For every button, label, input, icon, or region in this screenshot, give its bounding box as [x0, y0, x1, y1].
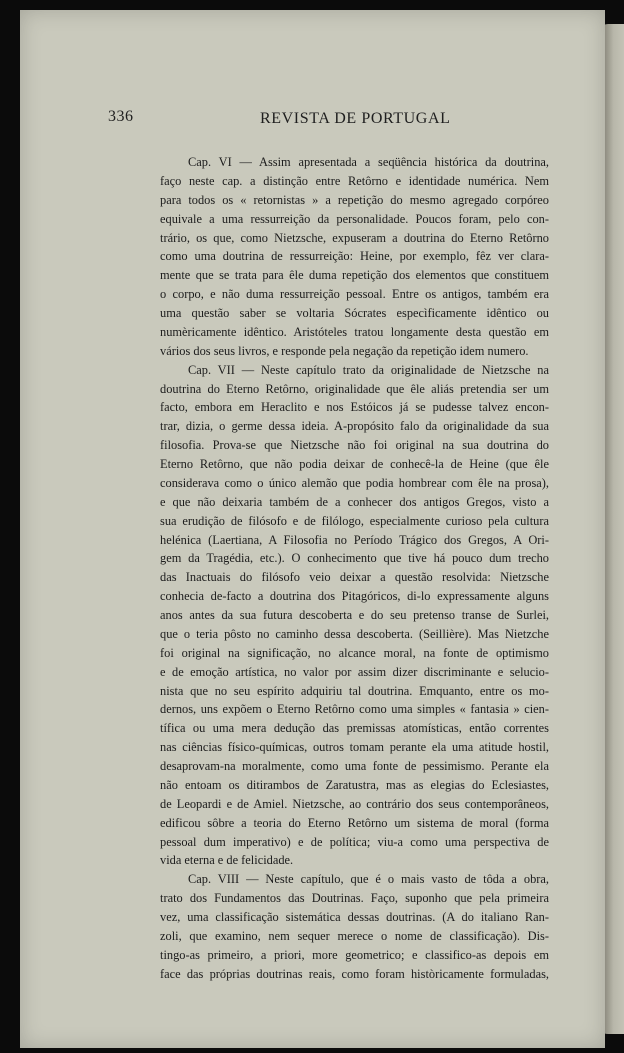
text-line: vida eterna e de felicidade.: [160, 853, 294, 868]
text-line: equivale a uma ressurreição da personalidade. Poucos foram, pelo con-: [160, 211, 549, 226]
text-line: face das próprias doutrinas reais, como foram històricamente formuladas,: [160, 966, 549, 981]
text-line: desaprovam-na moralmente, como uma fonte de pessimismo. Perante ela: [160, 759, 549, 773]
text-line: trar, dizia, o germe dessa ideia. A-propósito falo da originalidade da sua: [160, 419, 549, 434]
text-line: pessoal dum imperativo) e de política; viu-a como uma perspectiva de: [160, 834, 549, 849]
text-line: Cap. VI — Assim apresentada a seqüência histórica da doutrina,: [188, 155, 549, 169]
text-line: uma questão saber se voltaria Sócrates especìficamente idêntico ou: [160, 306, 549, 320]
text-line: faço neste cap. a distinção entre Retôrno e identidade numérica. Nem: [160, 173, 549, 188]
text-line: o corpo, e não duma ressurreição pessoal. Entre os antigos, também era: [160, 287, 549, 302]
text-line: filosofia. Prova-se que Nietzsche não foi original na sua doutrina do: [160, 438, 549, 453]
text-line: Cap. VIII — Neste capítulo, que é o mais vasto de tôda a obra,: [188, 872, 549, 887]
text-line: numèricamente idêntico. Aristóteles tratou longamente desta questão em: [160, 324, 549, 339]
text-line: foi original na significação, no alcance moral, na fonte de optimismo: [160, 645, 549, 660]
text-line: nista que no seu espírito adquiriu tal doutrina. Emquanto, entre os mo-: [160, 683, 549, 698]
text-line: que o teria pôsto no caminho dessa descoberta. (Seillière). Mas Nietzche: [160, 626, 549, 641]
text-line: helénica (Laertiana, A Filosofia no Período Trágico dos Gregos, A Ori-: [160, 532, 549, 547]
text-line: gem da Tragédia, etc.). O conhecimento que tive há pouco dum trecho: [160, 551, 549, 566]
text-line: trário, os que, como Nietzsche, expuseram a doutrina do Eterno Retôrno: [160, 230, 549, 245]
text-line: das Inactuais do filósofo veio deixar a questão resolvida: Nietzsche: [160, 570, 549, 585]
text-line: e de emoção artística, no valor por assim dizer discriminante e selucio-: [160, 664, 549, 679]
text-line: vários dos seus livros, e responde pela negação da repetição idem numero.: [160, 343, 529, 358]
text-line: como uma doutrina de ressurreição: Heine, por exemplo, fêz ver clara-: [160, 249, 549, 264]
text-line: dernos, uns expõem o Eterno Retôrno como uma simples « fantasia » cien-: [160, 702, 549, 717]
text-line: zoli, que examino, nem sequer merece o nome de classificação). Dis-: [160, 928, 549, 943]
page-number: 336: [108, 108, 134, 125]
text-line: não entoam os ditirambos de Zaratustra, mas as elegias do Eclesiastes,: [160, 777, 549, 792]
text-line: edificou sôbre a teoria do Eterno Retôrno um sistema de moral (forma: [160, 815, 549, 830]
text-line: para todos os « retornistas » a repetição do mesmo agregado corpóreo: [160, 192, 549, 207]
text-line: e que não deixaria também de a conhecer dos antigos Gregos, visto a: [160, 494, 549, 509]
text-line: conhecia de-facto a doutrina dos Pitagóricos, di-lo expressamente alguns: [160, 589, 549, 604]
text-line: trato dos Fundamentos das Doutrinas. Faço, suponho que pela primeira: [160, 891, 549, 906]
running-title: REVISTA DE PORTUGAL: [260, 110, 451, 127]
text-line: tífica ou uma mera dedução das premissas atomísticas, então correntes: [160, 721, 549, 736]
text-line: de Leopardi e de Amiel. Nietzsche, ao contrário dos seus contemporâneos,: [160, 796, 549, 811]
text-line: anos antes da sua futura descoberta e do seu pretenso transe de Surlei,: [160, 608, 549, 622]
text-line: mente que se trata para êle duma repetição dos elementos que constituem: [160, 268, 549, 283]
text-line: facto, embora em Heraclito e nos Estóicos já se pudesse talvez encon-: [160, 400, 549, 415]
text-line: sua erudição de filósofo e de filólogo, especialmente curioso pela cultura: [160, 513, 549, 528]
text-line: doutrina do Eterno Retôrno, originalidade que êle aliás pretendia ser um: [160, 381, 549, 396]
text-line: vez, uma classificação sistemática dessas doutrinas. (A do italiano Ran-: [160, 910, 549, 924]
text-line: tingo-as primeiro, a priori, more geometrico; e classifico-as depois em: [160, 947, 549, 962]
text-line: Cap. VII — Neste capítulo trato da originalidade de Nietzsche na: [188, 362, 549, 377]
text-line: Eterno Retôrno, que não podia deixar de conhecê-la de Heine (que êle: [160, 457, 549, 471]
page-body: [160, 153, 549, 984]
text-line: nas ciências físico-químicas, outros tomam perante ela uma atitude hostil,: [160, 740, 549, 755]
text-line: considerava como o único alemão que podia hombrear com êle na prosa),: [160, 475, 549, 490]
